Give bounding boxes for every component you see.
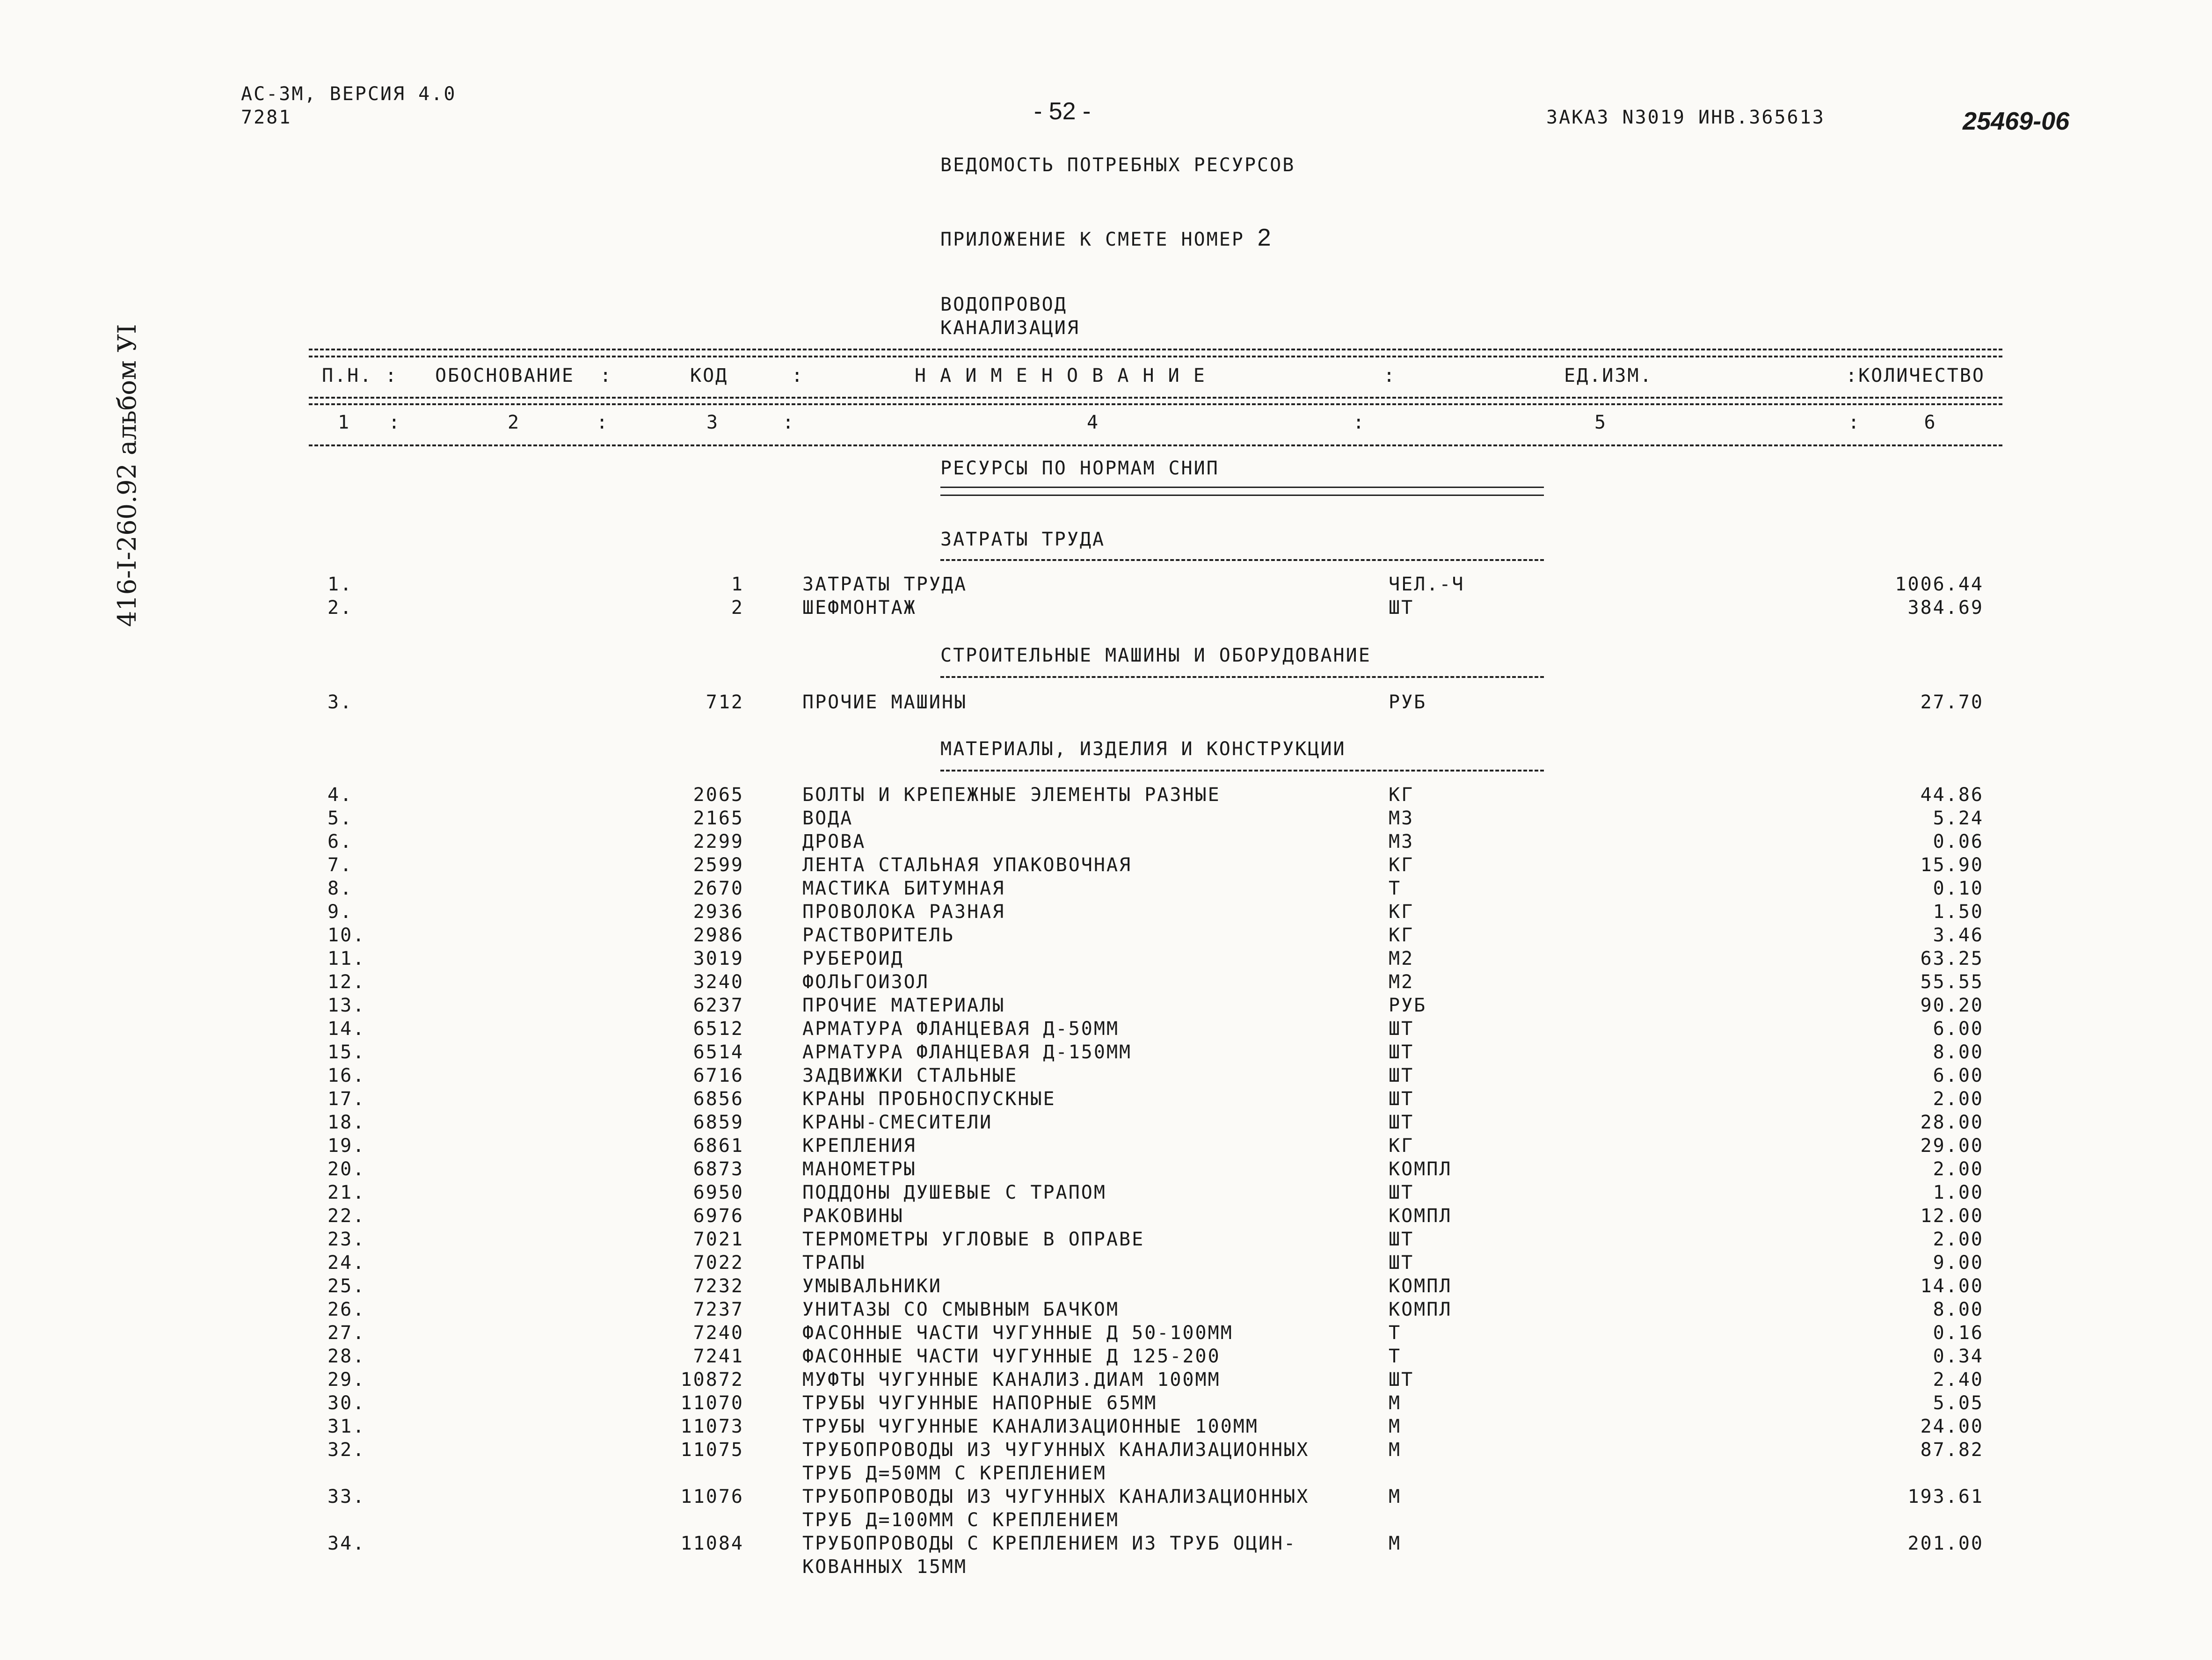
- appendix-text: ПРИЛОЖЕНИЕ К СМЕТЕ НОМЕР: [940, 229, 1244, 250]
- table-colnum-row: [309, 412, 2002, 438]
- row-number: 34.: [327, 1533, 366, 1554]
- table-row: 11. 3019 РУБЕРОИД М2 63.25: [327, 948, 1984, 969]
- section-machines-underline: [940, 676, 1544, 678]
- colnum-5: 5: [1594, 412, 1608, 433]
- section-machines-title: СТРОИТЕЛЬНЫЕ МАШИНЫ И ОБОРУДОВАНИЕ: [940, 645, 1371, 666]
- table-row: 7. 2599 ЛЕНТА СТАЛЬНАЯ УПАКОВОЧНАЯ КГ 15.90: [327, 854, 1984, 876]
- row-quantity: 384.69: [1907, 597, 1984, 619]
- row-unit: М: [1389, 1439, 1402, 1461]
- row-quantity: 1006.44: [1895, 574, 1984, 595]
- section-materials-title: МАТЕРИАЛЫ, ИЗДЕЛИЯ И КОНСТРУКЦИИ: [940, 738, 1346, 760]
- row-number: 26.: [327, 1299, 366, 1320]
- row-quantity: 2.00: [1933, 1158, 1984, 1180]
- row-name-continued: ТРУБ Д=50ММ С КРЕПЛЕНИЕМ: [802, 1463, 1106, 1484]
- table-row: 23. 7021 ТЕРМОМЕТРЫ УГЛОВЫЕ В ОПРАВЕ ШТ 2.00: [327, 1229, 1984, 1250]
- col-header-qty: :КОЛИЧЕСТВО: [1846, 365, 1985, 386]
- row-quantity: 5.05: [1933, 1392, 1984, 1414]
- row-name: ФАСОННЫЕ ЧАСТИ ЧУГУННЫЕ Д 125-200: [802, 1346, 1221, 1367]
- row-name: ШЕФМОНТАЖ: [802, 597, 917, 619]
- table-row: 20. 6873 МАНОМЕТРЫ КОМПЛ 2.00: [327, 1158, 1984, 1180]
- row-unit: КОМПЛ: [1389, 1275, 1452, 1297]
- row-quantity: 5.24: [1933, 808, 1984, 829]
- row-unit: М2: [1389, 971, 1414, 993]
- colnum-6: : 6: [1848, 412, 1937, 433]
- row-name: ПОДДОНЫ ДУШЕВЫЕ С ТРАПОМ: [802, 1182, 1106, 1203]
- row-name-continued: КОВАННЫХ 15ММ: [802, 1556, 968, 1578]
- table-row: 17. 6856 КРАНЫ ПРОБНОСПУСКНЫЕ ШТ 2.00: [327, 1088, 1984, 1110]
- row-quantity: 3.46: [1933, 925, 1984, 946]
- row-name: ФОЛЬГОИЗОЛ: [802, 971, 929, 993]
- row-name: МАНОМЕТРЫ: [802, 1158, 917, 1180]
- table-row: 6. 2299 ДРОВА М3 0.06: [327, 831, 1984, 852]
- row-unit: ШТ: [1389, 1229, 1414, 1250]
- row-unit: КГ: [1389, 1135, 1414, 1157]
- row-quantity: 1.50: [1933, 901, 1984, 923]
- row-unit: ШТ: [1389, 1088, 1414, 1110]
- row-quantity: 15.90: [1920, 854, 1984, 876]
- row-unit: РУБ: [1389, 692, 1427, 713]
- colnum-3: 3 :: [706, 412, 795, 433]
- row-number: 2.: [327, 597, 353, 619]
- row-number: 16.: [327, 1065, 366, 1086]
- table-row: 2. 2 ШЕФМОНТАЖ ШТ 384.69: [327, 597, 1984, 619]
- row-unit: КОМПЛ: [1389, 1205, 1452, 1227]
- row-unit: ШТ: [1389, 1112, 1414, 1133]
- row-quantity: 87.82: [1920, 1439, 1984, 1461]
- row-name: РУБЕРОИД: [802, 948, 904, 969]
- col-header-pn: П.Н. :: [322, 365, 398, 386]
- report-title: ВЕДОМОСТЬ ПОТРЕБНЫХ РЕСУРСОВ: [940, 154, 1295, 176]
- row-quantity: 1.00: [1933, 1182, 1984, 1203]
- table-header-row: [309, 365, 2002, 391]
- col-header-name: Н А И М Е Н О В А Н И Е :: [915, 365, 1397, 386]
- row-name: ПРОЧИЕ МАШИНЫ: [802, 692, 968, 713]
- table-row: 9. 2936 ПРОВОЛОКА РАЗНАЯ КГ 1.50: [327, 901, 1984, 923]
- row-number: 7.: [327, 854, 353, 876]
- table-row: 33. 11076 ТРУБОПРОВОДЫ ИЗ ЧУГУННЫХ КАНАЛИЗАЦИОННЫХ ТРУБ Д=100ММ С КРЕПЛЕНИЕМ М 193.61: [327, 1486, 1984, 1531]
- row-unit: Т: [1389, 878, 1402, 899]
- row-quantity: 29.00: [1920, 1135, 1984, 1157]
- row-quantity: 2.40: [1933, 1369, 1984, 1391]
- section-water: ВОДОПРОВОД: [940, 294, 1067, 315]
- row-unit: М: [1389, 1486, 1402, 1507]
- row-name: ТРАПЫ: [802, 1252, 866, 1274]
- row-quantity: 14.00: [1920, 1275, 1984, 1297]
- row-name: ЛЕНТА СТАЛЬНАЯ УПАКОВОЧНАЯ: [802, 854, 1132, 876]
- row-quantity: 201.00: [1907, 1533, 1984, 1554]
- table-row: 26. 7237 УНИТАЗЫ СО СМЫВНЫМ БАЧКОМ КОМПЛ 8.00: [327, 1299, 1984, 1320]
- row-unit: КГ: [1389, 925, 1414, 946]
- table-row: 22. 6976 РАКОВИНЫ КОМПЛ 12.00: [327, 1205, 1984, 1227]
- row-number: 15.: [327, 1041, 366, 1063]
- header-rule-mid: [309, 397, 2002, 399]
- table-row: 1. 1 ЗАТРАТЫ ТРУДА ЧЕЛ.-Ч 1006.44: [327, 574, 1984, 595]
- row-unit: ШТ: [1389, 1041, 1414, 1063]
- header-rule-top: [309, 349, 2002, 350]
- row-quantity: 0.10: [1933, 878, 1984, 899]
- estimate-number: 2: [1257, 224, 1271, 251]
- row-unit: КГ: [1389, 901, 1414, 923]
- row-name: ПРОВОЛОКА РАЗНАЯ: [802, 901, 1005, 923]
- row-name: АРМАТУРА ФЛАНЦЕВАЯ Д-150ММ: [802, 1041, 1132, 1063]
- row-unit: ШТ: [1389, 1182, 1414, 1203]
- section-materials-underline: [940, 770, 1544, 772]
- colnum-2: 2 :: [508, 412, 609, 433]
- row-name: ФАСОННЫЕ ЧАСТИ ЧУГУННЫЕ Д 50-100ММ: [802, 1322, 1233, 1344]
- row-name: ТЕРМОМЕТРЫ УГЛОВЫЕ В ОПРАВЕ: [802, 1229, 1145, 1250]
- row-quantity: 0.06: [1933, 831, 1984, 852]
- row-name: БОЛТЫ И КРЕПЕЖНЫЕ ЭЛЕМЕНТЫ РАЗНЫЕ: [802, 784, 1221, 806]
- row-number: 22.: [327, 1205, 366, 1227]
- table-row: 21. 6950 ПОДДОНЫ ДУШЕВЫЕ С ТРАПОМ ШТ 1.00: [327, 1182, 1984, 1203]
- document-number: 25469-06: [1963, 107, 2070, 135]
- col-header-unit: ЕД.ИЗМ.: [1564, 365, 1653, 386]
- row-unit: ШТ: [1389, 1369, 1414, 1391]
- row-number: 17.: [327, 1088, 366, 1110]
- row-quantity: 0.34: [1933, 1346, 1984, 1367]
- row-quantity: 12.00: [1920, 1205, 1984, 1227]
- row-quantity: 24.00: [1920, 1416, 1984, 1437]
- table-row: 13. 6237 ПРОЧИЕ МАТЕРИАЛЫ РУБ 90.20: [327, 995, 1984, 1016]
- row-number: 31.: [327, 1416, 366, 1437]
- row-number: 3.: [327, 692, 353, 713]
- row-quantity: 27.70: [1920, 692, 1984, 713]
- row-unit: М: [1389, 1416, 1402, 1437]
- section-sewer: КАНАЛИЗАЦИЯ: [940, 317, 1080, 339]
- row-name: КРАНЫ-СМЕСИТЕЛИ: [802, 1112, 993, 1133]
- row-quantity: 193.61: [1907, 1486, 1984, 1507]
- row-quantity: 90.20: [1920, 995, 1984, 1016]
- table-row: 18. 6859 КРАНЫ-СМЕСИТЕЛИ ШТ 28.00: [327, 1112, 1984, 1133]
- row-quantity: 28.00: [1920, 1112, 1984, 1133]
- row-name: ВОДА: [802, 808, 853, 829]
- table-row: 34. 11084 ТРУБОПРОВОДЫ С КРЕПЛЕНИЕМ ИЗ ТРУБ ОЦИН- КОВАННЫХ 15ММ М 201.00: [327, 1533, 1984, 1578]
- row-quantity: 44.86: [1920, 784, 1984, 806]
- row-name: КРЕПЛЕНИЯ: [802, 1135, 917, 1157]
- row-unit: Т: [1389, 1346, 1402, 1367]
- col-header-code: КОД :: [690, 365, 804, 386]
- section-labor-underline: [940, 559, 1544, 561]
- row-number: 18.: [327, 1112, 366, 1133]
- row-quantity: 6.00: [1933, 1018, 1984, 1040]
- table-row: 27. 7240 ФАСОННЫЕ ЧАСТИ ЧУГУННЫЕ Д 50-100ММ Т 0.16: [327, 1322, 1984, 1344]
- table-row: 4. 2065 БОЛТЫ И КРЕПЕЖНЫЕ ЭЛЕМЕНТЫ РАЗНЫЕ КГ 44.86: [327, 784, 1984, 806]
- row-quantity: 6.00: [1933, 1065, 1984, 1086]
- row-name: КРАНЫ ПРОБНОСПУСКНЫЕ: [802, 1088, 1056, 1110]
- row-number: 5.: [327, 808, 353, 829]
- page-number: - 52 -: [1034, 98, 1091, 125]
- row-number: 23.: [327, 1229, 366, 1250]
- table-row: 32. 11075 ТРУБОПРОВОДЫ ИЗ ЧУГУННЫХ КАНАЛИЗАЦИОННЫХ ТРУБ Д=50ММ С КРЕПЛЕНИЕМ М 87.82: [327, 1439, 1984, 1484]
- row-name: ТРУБЫ ЧУГУННЫЕ НАПОРНЫЕ 65ММ: [802, 1392, 1157, 1414]
- row-name: УМЫВАЛЬНИКИ: [802, 1275, 942, 1297]
- table-row: 14. 6512 АРМАТУРА ФЛАНЦЕВАЯ Д-50ММ ШТ 6.00: [327, 1018, 1984, 1040]
- row-unit: М: [1389, 1392, 1402, 1414]
- row-unit: Т: [1389, 1322, 1402, 1344]
- row-unit: ШТ: [1389, 597, 1414, 619]
- row-number: 28.: [327, 1346, 366, 1367]
- row-unit: КГ: [1389, 854, 1414, 876]
- table-row: 31. 11073 ТРУБЫ ЧУГУННЫЕ КАНАЛИЗАЦИОННЫЕ 100ММ М 24.00: [327, 1416, 1984, 1437]
- row-quantity: 2.00: [1933, 1088, 1984, 1110]
- row-number: 24.: [327, 1252, 366, 1274]
- row-number: 30.: [327, 1392, 366, 1414]
- row-name: ТРУБОПРОВОДЫ С КРЕПЛЕНИЕМ ИЗ ТРУБ ОЦИН-: [802, 1533, 1297, 1554]
- table-row: 3. 712 ПРОЧИЕ МАШИНЫ РУБ 27.70: [327, 692, 1984, 713]
- col-header-basis: ОБОСНОВАНИЕ :: [435, 365, 613, 386]
- table-row: 5. 2165 ВОДА М3 5.24: [327, 808, 1984, 829]
- row-unit: М: [1389, 1533, 1402, 1554]
- row-name: ДРОВА: [802, 831, 866, 852]
- row-number: 1.: [327, 574, 353, 595]
- row-number: 33.: [327, 1486, 366, 1507]
- row-unit: КГ: [1389, 784, 1414, 806]
- row-number: 32.: [327, 1439, 366, 1461]
- appendix-line: [940, 224, 1271, 252]
- colnum-1: 1 :: [338, 412, 401, 433]
- row-number: 27.: [327, 1322, 366, 1344]
- row-name: МУФТЫ ЧУГУННЫЕ КАНАЛИЗ.ДИАМ 100ММ: [802, 1369, 1221, 1391]
- header-rule-bottom: [309, 444, 2002, 446]
- album-side-label: 416-I-260.92 альбом УI: [112, 324, 142, 627]
- row-name: ТРУБЫ ЧУГУННЫЕ КАНАЛИЗАЦИОННЫЕ 100ММ: [802, 1416, 1259, 1437]
- row-unit: ШТ: [1389, 1065, 1414, 1086]
- section-labor-title: ЗАТРАТЫ ТРУДА: [940, 529, 1106, 550]
- row-quantity: 55.55: [1920, 971, 1984, 993]
- row-name-continued: ТРУБ Д=100ММ С КРЕПЛЕНИЕМ: [802, 1509, 1120, 1531]
- row-number: 4.: [327, 784, 353, 806]
- section-main-title: РЕСУРСЫ ПО НОРМАМ СНИП: [940, 458, 1219, 479]
- row-unit: ШТ: [1389, 1252, 1414, 1274]
- row-number: 20.: [327, 1158, 366, 1180]
- colnum-4: 4 :: [1087, 412, 1366, 433]
- row-number: 14.: [327, 1018, 366, 1040]
- row-number: 9.: [327, 901, 353, 923]
- row-quantity: 2.00: [1933, 1229, 1984, 1250]
- row-quantity: 63.25: [1920, 948, 1984, 969]
- row-unit: М3: [1389, 831, 1414, 852]
- row-unit: ЧЕЛ.-Ч: [1389, 574, 1465, 595]
- row-name: РАКОВИНЫ: [802, 1205, 904, 1227]
- row-name: РАСТВОРИТЕЛЬ: [802, 925, 954, 946]
- row-unit: М3: [1389, 808, 1414, 829]
- row-number: 21.: [327, 1182, 366, 1203]
- row-number: 29.: [327, 1369, 366, 1391]
- table-row: 15. 6514 АРМАТУРА ФЛАНЦЕВАЯ Д-150ММ ШТ 8.00: [327, 1041, 1984, 1063]
- row-name: МАСТИКА БИТУМНАЯ: [802, 878, 1005, 899]
- table-row: 28. 7241 ФАСОННЫЕ ЧАСТИ ЧУГУННЫЕ Д 125-200 Т 0.34: [327, 1346, 1984, 1367]
- row-unit: ШТ: [1389, 1018, 1414, 1040]
- row-number: 13.: [327, 995, 366, 1016]
- section-main-underline: [940, 487, 1544, 496]
- row-name: АРМАТУРА ФЛАНЦЕВАЯ Д-50ММ: [802, 1018, 1120, 1040]
- row-name: ЗАТРАТЫ ТРУДА: [802, 574, 968, 595]
- row-number: 25.: [327, 1275, 366, 1297]
- order-number: ЗАКАЗ N3019 ИНВ.365613: [1546, 107, 1825, 128]
- header-rule-mid-2: [309, 403, 2002, 405]
- row-name: УНИТАЗЫ СО СМЫВНЫМ БАЧКОМ: [802, 1299, 1120, 1320]
- table-row: 24. 7022 ТРАПЫ ШТ 9.00: [327, 1252, 1984, 1274]
- row-quantity: 0.16: [1933, 1322, 1984, 1344]
- row-number: 8.: [327, 878, 353, 899]
- table-row: 25. 7232 УМЫВАЛЬНИКИ КОМПЛ 14.00: [327, 1275, 1984, 1297]
- program-code: 7281: [241, 107, 292, 128]
- row-number: 12.: [327, 971, 366, 993]
- table-row: 29. 10872 МУФТЫ ЧУГУННЫЕ КАНАЛИЗ.ДИАМ 100ММ ШТ 2.40: [327, 1369, 1984, 1391]
- row-number: 11.: [327, 948, 366, 969]
- table-row: 30. 11070 ТРУБЫ ЧУГУННЫЕ НАПОРНЫЕ 65ММ М 5.05: [327, 1392, 1984, 1414]
- program-version: АС-3М, ВЕРСИЯ 4.0: [241, 83, 457, 105]
- row-name: ЗАДВИЖКИ СТАЛЬНЫЕ: [802, 1065, 1018, 1086]
- row-number: 19.: [327, 1135, 366, 1157]
- header-rule-top-2: [309, 356, 2002, 357]
- row-unit: КОМПЛ: [1389, 1158, 1452, 1180]
- row-unit: РУБ: [1389, 995, 1427, 1016]
- row-number: 10.: [327, 925, 366, 946]
- table-row: 12. 3240 ФОЛЬГОИЗОЛ М2 55.55: [327, 971, 1984, 993]
- table-row: 19. 6861 КРЕПЛЕНИЯ КГ 29.00: [327, 1135, 1984, 1157]
- row-quantity: 8.00: [1933, 1041, 1984, 1063]
- row-name: ТРУБОПРОВОДЫ ИЗ ЧУГУННЫХ КАНАЛИЗАЦИОННЫХ: [802, 1439, 1310, 1461]
- row-unit: М2: [1389, 948, 1414, 969]
- table-row: 16. 6716 ЗАДВИЖКИ СТАЛЬНЫЕ ШТ 6.00: [327, 1065, 1984, 1086]
- row-quantity: 9.00: [1933, 1252, 1984, 1274]
- table-row: 10. 2986 РАСТВОРИТЕЛЬ КГ 3.46: [327, 925, 1984, 946]
- table-row: 8. 2670 МАСТИКА БИТУМНАЯ Т 0.10: [327, 878, 1984, 899]
- row-number: 6.: [327, 831, 353, 852]
- row-quantity: 8.00: [1933, 1299, 1984, 1320]
- row-name: ТРУБОПРОВОДЫ ИЗ ЧУГУННЫХ КАНАЛИЗАЦИОННЫХ: [802, 1486, 1310, 1507]
- row-name: ПРОЧИЕ МАТЕРИАЛЫ: [802, 995, 1005, 1016]
- row-unit: КОМПЛ: [1389, 1299, 1452, 1320]
